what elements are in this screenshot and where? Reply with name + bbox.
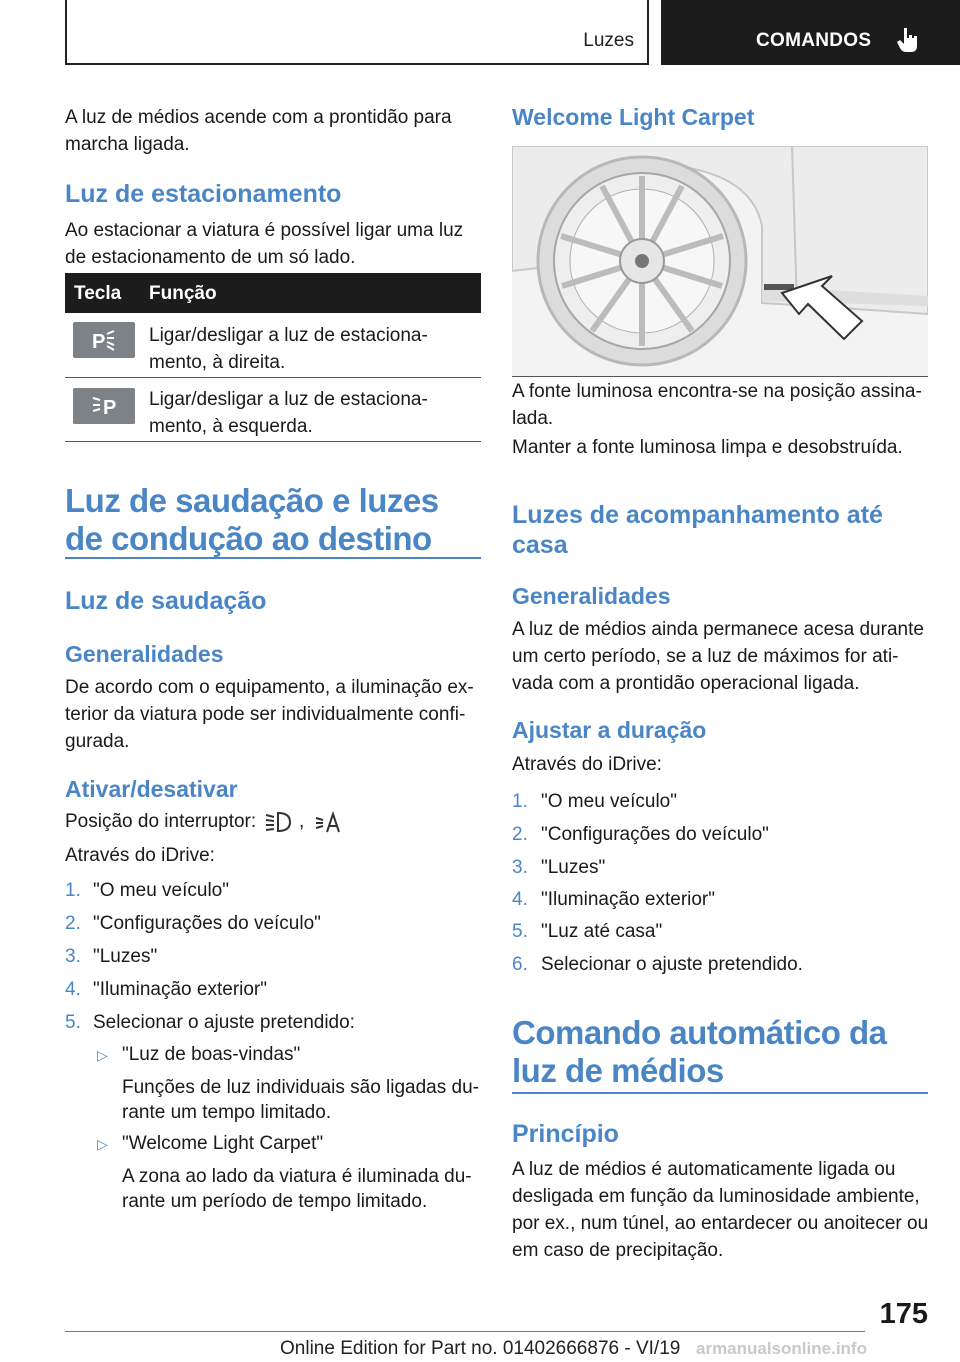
step-number: 2.	[65, 913, 81, 934]
step-number: 3.	[65, 946, 81, 967]
option-desc-line: Funções de luz individuais são ligadas du-	[122, 1077, 479, 1098]
car-wheel-illustration	[512, 146, 928, 376]
carpet-text-1: A fonte luminosa encontra-se na posição assina-lada.	[512, 381, 922, 429]
step-text: "Iluminação exterior"	[93, 979, 268, 1000]
bullet-triangle-icon: ▷	[97, 1136, 108, 1152]
table-row-2-text: Ligar/desligar a luz de estaciona-mento, à esquerda.	[149, 389, 428, 437]
parking-light-left-icon	[73, 388, 135, 424]
follow-idrive-text: Através do iDrive:	[512, 754, 662, 775]
watermark: armanualsonline.info	[696, 1339, 867, 1358]
hand-pointer-icon	[895, 26, 921, 54]
option-desc-line: A zona ao lado da viatura é iluminada du-	[122, 1166, 472, 1187]
step-number: 5.	[512, 921, 528, 942]
follow-general-text: A luz de médios ainda permanece acesa durante um certo período, se a luz de máximos for ati-vada com a prontidão operacional ligada.	[512, 619, 924, 694]
step-text: Selecionar o ajuste pretendido:	[93, 1012, 355, 1033]
table-header-key: Tecla	[74, 283, 122, 304]
table-header-function: Função	[149, 283, 217, 304]
follow-general-heading: Generalidades	[512, 583, 671, 609]
step-text: "Iluminação exterior"	[541, 889, 716, 910]
parking-heading: Luz de estacionamento	[65, 180, 342, 208]
step-number: 4.	[512, 889, 528, 910]
footer-edition: Online Edition for Part no. 01402666876 - VI/19	[280, 1338, 681, 1359]
step-text: Selecionar o ajuste pretendido.	[541, 954, 803, 975]
section-rule	[65, 557, 481, 559]
step-number: 5.	[65, 1012, 81, 1033]
svg-text:P: P	[92, 331, 106, 353]
auto-low-beam-title: Comando automático da luz de médios	[512, 1014, 887, 1089]
step-number: 2.	[512, 824, 528, 845]
step-number: 1.	[512, 791, 528, 812]
section-rule	[512, 1092, 928, 1094]
table-row-1-text: Ligar/desligar a luz de estaciona-mento, à direita.	[149, 325, 428, 373]
bullet-triangle-icon: ▷	[97, 1047, 108, 1063]
step-text: "O meu veículo"	[541, 791, 677, 812]
low-beam-icon	[264, 810, 292, 834]
step-number: 3.	[512, 857, 528, 878]
idrive-text: Através do iDrive:	[65, 845, 215, 866]
step-text: "Configurações do veículo"	[93, 913, 321, 934]
option-desc-line: rante um tempo limitado.	[122, 1102, 332, 1123]
header-section-label: Luzes	[583, 30, 634, 51]
step-text: "Luzes"	[93, 946, 158, 967]
step-number: 6.	[512, 954, 528, 975]
option-title: "Welcome Light Carpet"	[122, 1133, 324, 1154]
switch-separator: ,	[299, 811, 305, 832]
parking-text: Ao estacionar a viatura é possível ligar uma luz de estacionamento de um só lado.	[65, 220, 464, 268]
follow-home-heading: Luzes de acompanhamento até casa	[512, 501, 883, 559]
figure-rule	[512, 376, 928, 377]
footer-rule	[65, 1331, 865, 1332]
welcome-light-subheading: Luz de saudação	[65, 587, 267, 615]
header-frame	[65, 0, 649, 65]
carpet-heading: Welcome Light Carpet	[512, 104, 755, 130]
header-chapter-label: COMANDOS	[756, 30, 872, 51]
option-desc-line: rante um período de tempo limitado.	[122, 1191, 428, 1212]
step-text: "Luzes"	[541, 857, 606, 878]
page-number: 175	[879, 1298, 928, 1330]
activate-heading: Ativar/desativar	[65, 776, 238, 802]
auto-light-icon	[314, 810, 342, 834]
svg-text:P: P	[103, 397, 117, 419]
parking-light-right-icon	[73, 322, 135, 358]
adjust-duration-heading: Ajustar a duração	[512, 717, 707, 743]
step-text: "Configurações do veículo"	[541, 824, 769, 845]
principle-text: A luz de médios é automaticamente ligada ou desligada em função da luminosidade ambiente, por ex., num túnel, ao entardecer ou anoitecer ou em caso de precipitação.	[512, 1159, 929, 1261]
general-heading: Generalidades	[65, 641, 224, 667]
table-bottom-line	[65, 441, 481, 442]
general-text: De acordo com o equipamento, a iluminação ex-terior da viatura pode ser individualmente confi-gurada.	[65, 677, 474, 752]
carpet-text-2: Manter a fonte luminosa limpa e desobstruída.	[512, 437, 903, 458]
intro-text: A luz de médios acende com a prontidão para marcha ligada.	[65, 107, 452, 155]
step-text: "O meu veículo"	[93, 880, 229, 901]
step-number: 4.	[65, 979, 81, 1000]
step-number: 1.	[65, 880, 81, 901]
step-text: "Luz até casa"	[541, 921, 663, 942]
switch-position-text: Posição do interruptor:	[65, 811, 257, 832]
table-divider	[65, 377, 481, 378]
principle-heading: Princípio	[512, 1120, 619, 1148]
welcome-section-title: Luz de saudação e luzes de condução ao destino	[65, 482, 439, 557]
option-title: "Luz de boas-vindas"	[122, 1044, 301, 1065]
table-header	[65, 273, 481, 313]
